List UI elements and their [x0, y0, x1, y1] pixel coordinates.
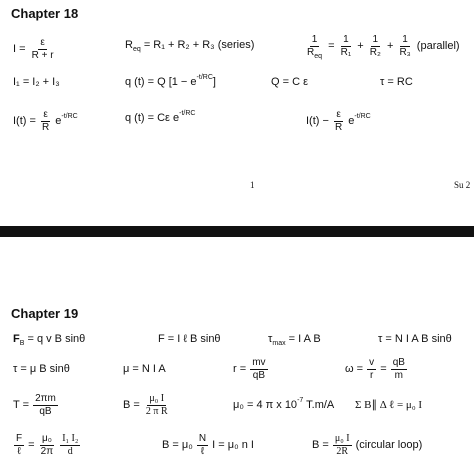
magnetic-moment: μ = N I A: [123, 363, 166, 375]
magnetic-force-wire: F = I ℓ B sinθ: [158, 333, 221, 345]
solenoid-field: [162, 433, 254, 457]
denominator: R + r: [31, 49, 54, 61]
denominator: 2π: [40, 445, 54, 457]
denominator: ℓ: [17, 445, 21, 457]
fl-fraction: [14, 433, 24, 457]
field-fraction: [144, 393, 170, 417]
current-formula: [13, 37, 57, 61]
field-lhs: B =: [123, 398, 140, 411]
fl-fraction-3: [60, 433, 80, 457]
decay-fraction: [40, 109, 51, 133]
numerator: μ₀ I: [149, 393, 165, 404]
mu0-main: μ₀ = 4 π x 10: [233, 399, 298, 411]
parallel-label: (parallel): [416, 39, 460, 52]
denominator: R₃: [399, 46, 411, 58]
solenoid-fraction: [197, 433, 208, 457]
decay2-lhs: I(t) −: [306, 114, 329, 127]
loop-lhs: B =: [312, 438, 329, 451]
chapter-18-heading: Chapter 18: [11, 6, 79, 21]
radius-formula: [233, 357, 269, 381]
numerator: 2πm: [35, 393, 56, 404]
denominator: [305, 47, 324, 59]
equals-sign: =: [328, 39, 335, 52]
period-fraction: [33, 393, 58, 417]
exp-base: e: [348, 114, 355, 127]
discharge-formula: [125, 110, 196, 124]
amperes-law: Σ B∥ Δ ℓ = μ₀ I: [355, 399, 423, 411]
numerator: mv: [252, 357, 266, 368]
max-torque: [268, 334, 321, 345]
denominator: R₂: [369, 46, 381, 58]
wire-field-formula: [123, 393, 171, 417]
loop-label: (circular loop): [355, 438, 423, 451]
decay-lhs: I(t) =: [13, 114, 36, 127]
denominator: R: [334, 121, 343, 133]
magnetic-force-charge: [13, 334, 85, 345]
series-rhs: = R₁ + R₂ + R₃ (series): [143, 39, 255, 51]
numerator: 1: [311, 34, 318, 45]
current-fraction: [30, 37, 56, 61]
solenoid-rhs: I = μ₀ n I: [212, 438, 254, 451]
torque-rhs: = I A B: [288, 333, 321, 345]
current-decay-formula: [13, 109, 78, 133]
torque-symbol: τ: [268, 333, 273, 345]
numerator: qB: [392, 357, 405, 368]
loop-fraction: [333, 433, 352, 457]
period-formula: [13, 393, 59, 417]
numerator: F: [16, 433, 23, 444]
time-constant: τ = RC: [380, 76, 413, 88]
par-frac-1: [339, 34, 354, 58]
numerator: μ₀ I: [334, 433, 350, 444]
series-resistance-formula: [125, 40, 254, 51]
denominator: qB: [39, 405, 52, 417]
torque-subscript: max: [272, 340, 286, 347]
mu0-exponent: -7: [297, 397, 304, 404]
charging-exponent: -t/RC: [196, 74, 213, 81]
equals-sign: =: [380, 362, 387, 375]
numerator: 1: [372, 34, 379, 45]
angular-frequency: [345, 357, 408, 381]
denominator: 2R: [336, 445, 349, 457]
loop-field: [312, 433, 422, 457]
parallel-resistance-formula: [304, 34, 460, 58]
req-subscript: eq: [132, 46, 141, 53]
period-lhs: T =: [13, 398, 30, 411]
req-symbol: R: [125, 39, 133, 51]
denominator: ℓ: [200, 445, 205, 457]
page-number: 1: [250, 180, 255, 190]
charging-main: q (t) = Q [1 − e: [125, 76, 197, 88]
current-decay-formula-2: [306, 109, 371, 133]
denominator: d: [67, 445, 73, 457]
discharge-main: q (t) = Cε e: [125, 112, 180, 124]
plus-sign: +: [386, 39, 394, 52]
exp-power: -t/RC: [61, 112, 78, 120]
numerator: ε: [43, 109, 48, 120]
denominator: qB: [252, 369, 265, 381]
numerator: ε: [40, 37, 45, 48]
coil-torque: τ = N I A B sinθ: [378, 333, 452, 345]
r-symbol: R: [307, 46, 315, 58]
chapter-19-heading: Chapter 19: [11, 306, 79, 321]
solenoid-lhs: B = μ₀: [162, 438, 193, 451]
numerator: μ₀: [41, 433, 52, 444]
page-footer-right: Su 2: [454, 180, 471, 190]
numerator: I₁ I₂: [62, 433, 79, 444]
discharge-exponent: -t/RC: [179, 110, 196, 117]
denominator: r: [369, 369, 374, 381]
force-symbol: F: [13, 333, 20, 345]
numerator: v: [369, 357, 375, 368]
charging-bracket: ]: [212, 76, 216, 88]
page-separator-bar: [0, 226, 474, 237]
numerator: 1: [343, 34, 349, 45]
radius-lhs: r =: [233, 362, 247, 375]
denominator: R₁: [340, 46, 352, 58]
numerator: ε: [336, 109, 341, 120]
exp-power: -t/RC: [354, 112, 371, 120]
numerator: 1: [402, 34, 408, 45]
plus-sign: +: [357, 39, 364, 52]
force-rhs: = q v B sinθ: [27, 333, 86, 345]
capacitor-charge: Q = C ε: [271, 76, 308, 88]
radius-fraction: [250, 357, 267, 381]
current-lhs: I =: [13, 42, 26, 55]
exp-base: e: [55, 114, 62, 127]
fl-fraction-2: [39, 433, 55, 457]
dipole-torque: τ = μ B sinθ: [13, 363, 70, 375]
par-frac-2: [368, 34, 383, 58]
denominator: R: [41, 121, 50, 133]
denominator: m: [394, 369, 403, 381]
numerator: N: [198, 433, 207, 444]
eq-subscript: eq: [314, 52, 323, 60]
omega-lhs: ω =: [345, 362, 364, 375]
decay2-fraction: [333, 109, 344, 133]
permeability-constant: [233, 397, 335, 411]
par-frac-3: [397, 34, 412, 58]
mu0-unit: T.m/A: [303, 399, 335, 411]
force-subscript: B: [19, 340, 25, 347]
par-frac-eq: [305, 34, 324, 58]
omega-fraction-1: [367, 357, 376, 381]
junction-rule: I₁ = I₂ + I₃: [13, 76, 60, 88]
force-between-wires: [13, 433, 81, 457]
charging-formula: [125, 74, 216, 88]
equals-sign: =: [28, 438, 35, 451]
omega-fraction-2: [391, 357, 407, 381]
denominator: 2 π R: [145, 405, 168, 417]
